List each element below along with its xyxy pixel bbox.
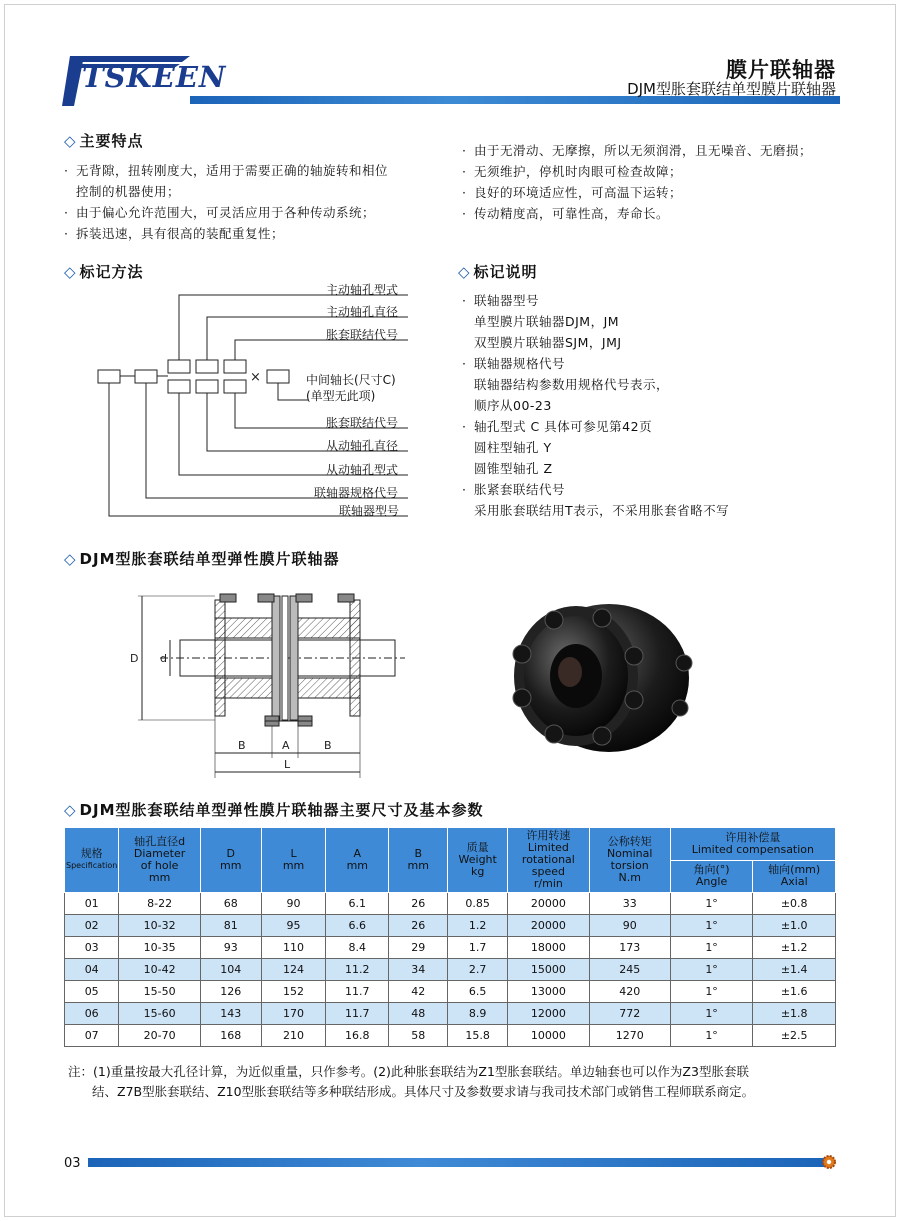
explanation-line: 采用胀套联结用T表示，不采用胀套省略不写 <box>474 503 730 518</box>
table-row <box>65 893 836 915</box>
table-cell: 58 <box>389 1025 448 1047</box>
label-single-type-note: (单型无此项) <box>306 389 376 403</box>
features-left <box>64 160 444 244</box>
table-cell: ±0.8 <box>753 893 836 915</box>
feature-item: · 无须维护，停机时肉眼可检查故障； <box>462 161 852 182</box>
diamond-icon: ◇ <box>458 263 471 281</box>
feature-item: · 良好的环境适应性，可高温下运转； <box>462 182 852 203</box>
label-driven-bore-dia: 从动轴孔直径 <box>326 439 399 453</box>
table-cell: 29 <box>389 937 448 959</box>
table-cell: 26 <box>389 915 448 937</box>
col-torque: 公称转矩 Nominal torsion N.m <box>589 828 670 893</box>
table-row <box>65 959 836 981</box>
feature-item: · 拆装迅速，具有很高的装配重复性； <box>64 223 444 244</box>
col-B: B mm <box>389 828 448 893</box>
table-cell: 05 <box>65 981 119 1003</box>
table-cell: 6.5 <box>448 981 508 1003</box>
feature-item: · 由于无滑动、无摩擦，所以无须润滑，且无噪音、无磨损； <box>462 140 852 161</box>
label-driving-bore-type: 主动轴孔型式 <box>326 283 399 297</box>
col-bore: 轴孔直径d Diameter of hole mm <box>119 828 200 893</box>
table-cell: 03 <box>65 937 119 959</box>
table-row <box>65 1025 836 1047</box>
table-cell: 126 <box>200 981 261 1003</box>
table-cell: 10-35 <box>119 937 200 959</box>
table-cell: 01 <box>65 893 119 915</box>
page-subtitle: DJM型胀套联结单型膜片联轴器 <box>627 80 836 98</box>
footnote-line-1: 注：(1)重量按最大孔径计算，为近似重量，只作参考。(2)此种胀套联结为Z1型胀套联结。单边轴套也可以作为Z3型胀套联 <box>68 1064 749 1079</box>
table-cell: 15.8 <box>448 1025 508 1047</box>
table-cell: 1° <box>670 937 753 959</box>
table-cell: 6.6 <box>326 915 389 937</box>
explanation-item: · 轴孔型式 C 具体可参见第42页 <box>462 416 852 437</box>
explanation-line: 圆柱型轴孔 Y <box>474 440 552 455</box>
table-cell: 13000 <box>508 981 590 1003</box>
table-cell: ±1.6 <box>753 981 836 1003</box>
table-cell: 1270 <box>589 1025 670 1047</box>
table-cell: 90 <box>589 915 670 937</box>
col-L: L mm <box>261 828 326 893</box>
table-cell: 8.4 <box>326 937 389 959</box>
table-cell: 34 <box>389 959 448 981</box>
table-cell: 152 <box>261 981 326 1003</box>
table-cell: ±1.0 <box>753 915 836 937</box>
table-cell: 8.9 <box>448 1003 508 1025</box>
table-cell: 02 <box>65 915 119 937</box>
table-cell: 33 <box>589 893 670 915</box>
table-row <box>65 1003 836 1025</box>
table-cell: 245 <box>589 959 670 981</box>
table-cell: ±1.4 <box>753 959 836 981</box>
marking-explanation-list <box>462 290 852 521</box>
diamond-icon: ◇ <box>64 263 77 281</box>
marking-method-heading: ◇ 标记方法 <box>64 263 144 281</box>
explanation-line: 圆锥型轴孔 Z <box>474 461 553 476</box>
feature-item: · 无背隙，扭转刚度大，适用于需要正确的轴旋转和相位 <box>64 160 444 181</box>
table-cell: 1° <box>670 959 753 981</box>
table-cell: 10000 <box>508 1025 590 1047</box>
table-cell: 95 <box>261 915 326 937</box>
table-cell: 48 <box>389 1003 448 1025</box>
spec-table-body <box>65 893 836 1047</box>
table-row <box>65 981 836 1003</box>
col-axial: 轴向(mm) Axial <box>753 860 836 893</box>
times-symbol: × <box>250 370 261 385</box>
table-cell: ±2.5 <box>753 1025 836 1047</box>
explanation-item: · 联轴器型号 <box>462 290 852 311</box>
dim-L-label: L <box>284 758 291 771</box>
table-cell: 16.8 <box>326 1025 389 1047</box>
feature-item: 控制的机器使用； <box>76 184 181 199</box>
footnote-line-2: 结、Z7B型胀套联结、Z10型胀套联结等多种联结形成。具体尺寸及参数要求请与我司技术部门或销售工程师联系商定。 <box>92 1084 755 1099</box>
table-cell: 07 <box>65 1025 119 1047</box>
col-angle: 角向(°) Angle <box>670 860 753 893</box>
table-row <box>65 915 836 937</box>
table-cell: 110 <box>261 937 326 959</box>
table-cell: 10-42 <box>119 959 200 981</box>
dim-B-left-label: B <box>238 739 246 752</box>
table-cell: 1° <box>670 1003 753 1025</box>
label-driven-bore-type: 从动轴孔型式 <box>326 463 399 477</box>
features-right <box>462 140 852 224</box>
table-cell: 20-70 <box>119 1025 200 1047</box>
label-driving-bore-dia: 主动轴孔直径 <box>326 305 399 319</box>
table-cell: 11.7 <box>326 1003 389 1025</box>
table-cell: 12000 <box>508 1003 590 1025</box>
table-cell: 1° <box>670 1025 753 1047</box>
table-cell: 18000 <box>508 937 590 959</box>
label-sleeve-code-2: 胀套联结代号 <box>326 416 399 430</box>
explanation-line: 单型膜片联轴器DJM，JM <box>474 314 620 329</box>
explanation-item: · 联轴器规格代号 <box>462 353 852 374</box>
table-cell: 0.85 <box>448 893 508 915</box>
dim-D-label: D <box>130 652 139 665</box>
table-cell: 20000 <box>508 893 590 915</box>
table-cell: 10-32 <box>119 915 200 937</box>
dim-d-label: d <box>160 652 167 665</box>
table-cell: 90 <box>261 893 326 915</box>
dim-B-right-label: B <box>324 739 332 752</box>
table-heading: ◇ DJM型胀套联结单型弹性膜片联轴器主要尺寸及基本参数 <box>64 801 484 819</box>
diamond-icon: ◇ <box>64 550 77 568</box>
table-cell: ±1.2 <box>753 937 836 959</box>
spec-table <box>64 827 836 1047</box>
dim-A-label: A <box>282 739 290 752</box>
table-cell: 15-60 <box>119 1003 200 1025</box>
explanation-line: 联轴器结构参数用规格代号表示， <box>474 377 670 392</box>
table-cell: 06 <box>65 1003 119 1025</box>
feature-item: · 由于偏心允许范围大，可灵活应用于各种传动系统； <box>64 202 444 223</box>
col-A: A mm <box>326 828 389 893</box>
features-heading: ◇ 主要特点 <box>64 132 144 150</box>
table-cell: 93 <box>200 937 261 959</box>
explanation-item: · 胀紧套联结代号 <box>462 479 852 500</box>
page-title: 膜片联轴器 <box>726 58 836 82</box>
diamond-icon: ◇ <box>64 801 77 819</box>
table-cell: 210 <box>261 1025 326 1047</box>
col-speed: 许用转速 Limited rotational speed r/min <box>508 828 590 893</box>
table-cell: 168 <box>200 1025 261 1047</box>
label-middle-shaft: 中间轴长(尺寸C) <box>306 373 396 387</box>
col-weight: 质量 Weight kg <box>448 828 508 893</box>
table-cell: 11.2 <box>326 959 389 981</box>
page-number: 03 <box>64 1156 81 1171</box>
col-compensation: 许用补偿量 Limited compensation <box>670 828 835 861</box>
drawing-heading: ◇ DJM型胀套联结单型弹性膜片联轴器 <box>64 550 340 568</box>
table-cell: 15-50 <box>119 981 200 1003</box>
col-D: D mm <box>200 828 261 893</box>
table-cell: ±1.8 <box>753 1003 836 1025</box>
footer-bar <box>88 1158 825 1167</box>
table-cell: 170 <box>261 1003 326 1025</box>
table-cell: 6.1 <box>326 893 389 915</box>
coupling-section-drawing <box>120 588 410 783</box>
table-cell: 1° <box>670 915 753 937</box>
table-cell: 1.2 <box>448 915 508 937</box>
table-cell: 1.7 <box>448 937 508 959</box>
table-cell: 143 <box>200 1003 261 1025</box>
table-cell: 104 <box>200 959 261 981</box>
brand-logo: TSKEEN <box>82 60 227 94</box>
diamond-icon: ◇ <box>64 132 77 150</box>
table-cell: 81 <box>200 915 261 937</box>
table-cell: 8-22 <box>119 893 200 915</box>
table-cell: 11.7 <box>326 981 389 1003</box>
table-cell: 20000 <box>508 915 590 937</box>
table-cell: 04 <box>65 959 119 981</box>
label-spec-code: 联轴器规格代号 <box>314 486 399 500</box>
table-cell: 420 <box>589 981 670 1003</box>
explanation-line: 双型膜片联轴器SJM，JMJ <box>474 335 622 350</box>
table-cell: 68 <box>200 893 261 915</box>
table-cell: 772 <box>589 1003 670 1025</box>
table-cell: 124 <box>261 959 326 981</box>
explanation-line: 顺序从00-23 <box>474 398 552 413</box>
gear-icon <box>821 1154 837 1170</box>
table-cell: 2.7 <box>448 959 508 981</box>
label-model: 联轴器型号 <box>339 504 400 518</box>
marking-explanation-heading: ◇ 标记说明 <box>458 263 538 281</box>
footnote <box>68 1062 848 1102</box>
table-cell: 173 <box>589 937 670 959</box>
table-cell: 1° <box>670 981 753 1003</box>
feature-item: · 传动精度高，可靠性高，寿命长。 <box>462 203 852 224</box>
table-cell: 42 <box>389 981 448 1003</box>
table-cell: 1° <box>670 893 753 915</box>
label-sleeve-code: 胀套联结代号 <box>326 328 399 342</box>
table-cell: 15000 <box>508 959 590 981</box>
table-row <box>65 937 836 959</box>
coupling-product-photo <box>484 588 704 763</box>
col-spec: 规格 Specification <box>65 828 119 893</box>
table-cell: 26 <box>389 893 448 915</box>
